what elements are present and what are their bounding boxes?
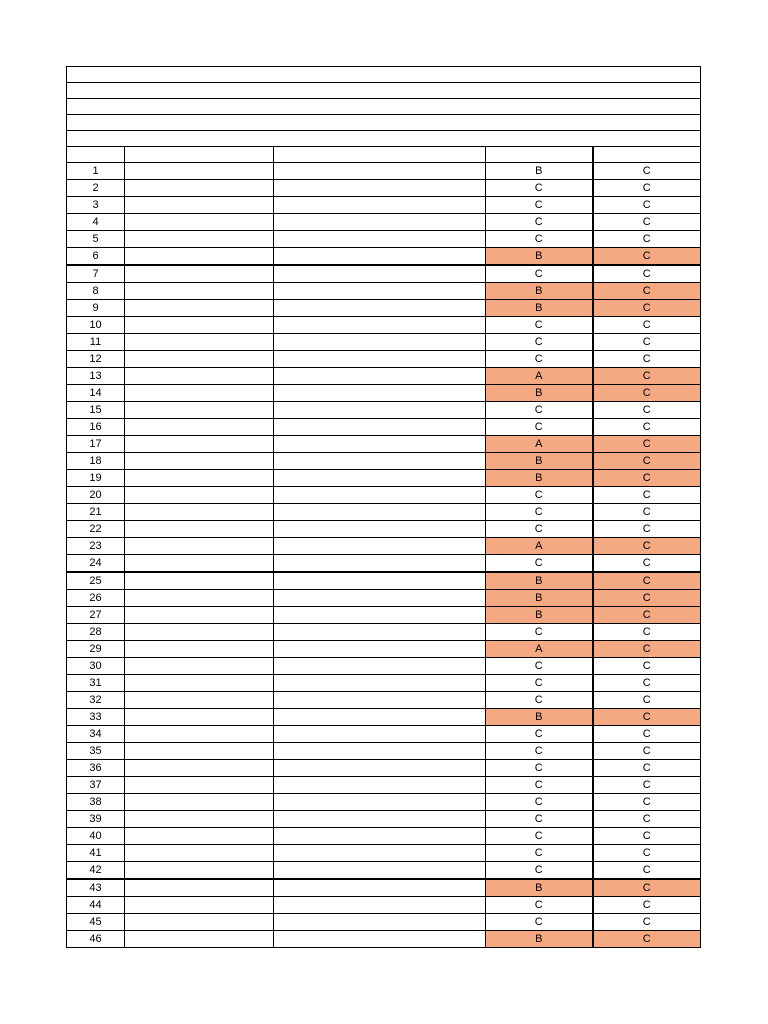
grade-cell-e[interactable]: C bbox=[593, 914, 701, 931]
table-row bbox=[67, 197, 701, 214]
grade-cell-e[interactable]: C bbox=[593, 385, 701, 402]
row-number-cell[interactable]: 7 bbox=[67, 265, 125, 283]
row-number-cell[interactable]: 35 bbox=[67, 743, 125, 760]
empty-cell-c[interactable] bbox=[274, 368, 486, 385]
empty-cell-c[interactable] bbox=[274, 590, 486, 607]
empty-cell-b[interactable] bbox=[125, 504, 274, 521]
grade-cell-e[interactable]: C bbox=[593, 794, 701, 811]
empty-cell-c[interactable] bbox=[274, 385, 486, 402]
grade-cell-d[interactable]: B bbox=[486, 453, 593, 470]
grade-cell-d[interactable]: C bbox=[486, 862, 593, 880]
header-row bbox=[67, 131, 701, 147]
grade-cell-e[interactable]: C bbox=[593, 743, 701, 760]
grade-cell-d[interactable]: B bbox=[486, 572, 593, 590]
row-number-cell[interactable]: 17 bbox=[67, 436, 125, 453]
empty-cell-c[interactable] bbox=[274, 641, 486, 658]
empty-cell-b[interactable] bbox=[125, 402, 274, 419]
grade-cell-d[interactable]: C bbox=[486, 317, 593, 334]
grade-cell-d[interactable]: B bbox=[486, 607, 593, 624]
empty-cell-b[interactable] bbox=[125, 351, 274, 368]
row-number-cell[interactable]: 22 bbox=[67, 521, 125, 538]
grade-cell-d[interactable]: C bbox=[486, 794, 593, 811]
row-number-cell[interactable]: 9 bbox=[67, 300, 125, 317]
grade-cell-e[interactable]: C bbox=[593, 283, 701, 300]
table-row bbox=[67, 402, 701, 419]
empty-cell-c[interactable] bbox=[274, 283, 486, 300]
grade-cell-d[interactable]: C bbox=[486, 419, 593, 436]
empty-cell-c[interactable] bbox=[274, 675, 486, 692]
row-number-cell[interactable]: 6 bbox=[67, 248, 125, 266]
row-number-cell[interactable]: 38 bbox=[67, 794, 125, 811]
grade-cell-e[interactable]: C bbox=[593, 197, 701, 214]
row-number-cell[interactable]: 28 bbox=[67, 624, 125, 641]
empty-cell-c[interactable] bbox=[274, 862, 486, 880]
empty-cell-c[interactable] bbox=[274, 794, 486, 811]
empty-cell-c[interactable] bbox=[274, 760, 486, 777]
grade-cell-d[interactable]: B bbox=[486, 709, 593, 726]
grade-cell-e[interactable]: C bbox=[593, 931, 701, 948]
grade-cell-d[interactable]: C bbox=[486, 487, 593, 504]
table-row bbox=[67, 572, 701, 590]
empty-cell-b[interactable] bbox=[125, 248, 274, 266]
grade-cell-e[interactable]: C bbox=[593, 811, 701, 828]
row-number-cell[interactable]: 8 bbox=[67, 283, 125, 300]
row-number-cell[interactable]: 29 bbox=[67, 641, 125, 658]
empty-cell-b[interactable] bbox=[125, 555, 274, 573]
empty-cell-c[interactable] bbox=[274, 658, 486, 675]
grade-cell-d[interactable]: C bbox=[486, 555, 593, 573]
empty-cell-b[interactable] bbox=[125, 658, 274, 675]
column-header-row bbox=[67, 147, 701, 163]
empty-cell-c[interactable] bbox=[274, 879, 486, 897]
row-number-cell[interactable]: 46 bbox=[67, 931, 125, 948]
grade-cell-d[interactable]: C bbox=[486, 777, 593, 794]
grade-cell-e[interactable]: C bbox=[593, 675, 701, 692]
empty-cell-c[interactable] bbox=[274, 334, 486, 351]
grade-cell-e[interactable]: C bbox=[593, 777, 701, 794]
header-row bbox=[67, 67, 701, 83]
empty-cell-b[interactable] bbox=[125, 624, 274, 641]
row-number-cell[interactable]: 2 bbox=[67, 180, 125, 197]
grade-cell-d[interactable]: B bbox=[486, 931, 593, 948]
row-number-cell[interactable]: 12 bbox=[67, 351, 125, 368]
table-row bbox=[67, 607, 701, 624]
grade-cell-d[interactable]: C bbox=[486, 265, 593, 283]
empty-cell-b[interactable] bbox=[125, 163, 274, 180]
empty-cell-c[interactable] bbox=[274, 231, 486, 248]
header-cell[interactable] bbox=[67, 83, 701, 99]
grade-cell-e[interactable]: C bbox=[593, 163, 701, 180]
grade-cell-e[interactable]: C bbox=[593, 590, 701, 607]
grade-cell-d[interactable]: C bbox=[486, 521, 593, 538]
table-row bbox=[67, 555, 701, 573]
grade-cell-e[interactable]: C bbox=[593, 334, 701, 351]
empty-cell-c[interactable] bbox=[274, 931, 486, 948]
table-row bbox=[67, 760, 701, 777]
grade-cell-d[interactable]: C bbox=[486, 351, 593, 368]
grade-cell-d[interactable]: C bbox=[486, 675, 593, 692]
row-number-cell[interactable]: 41 bbox=[67, 845, 125, 862]
grade-cell-d[interactable]: A bbox=[486, 436, 593, 453]
header-cell[interactable] bbox=[67, 115, 701, 131]
empty-cell-b[interactable] bbox=[125, 641, 274, 658]
grade-cell-d[interactable]: C bbox=[486, 726, 593, 743]
grade-cell-d[interactable]: C bbox=[486, 402, 593, 419]
table-row bbox=[67, 914, 701, 931]
empty-cell-b[interactable] bbox=[125, 419, 274, 436]
grade-cell-e[interactable]: C bbox=[593, 265, 701, 283]
empty-cell-b[interactable] bbox=[125, 828, 274, 845]
grade-cell-d[interactable]: C bbox=[486, 197, 593, 214]
empty-cell-c[interactable] bbox=[274, 555, 486, 573]
empty-cell-b[interactable] bbox=[125, 197, 274, 214]
grade-cell-d[interactable]: C bbox=[486, 845, 593, 862]
grade-cell-d[interactable]: C bbox=[486, 897, 593, 914]
empty-cell-c[interactable] bbox=[274, 726, 486, 743]
grade-cell-e[interactable]: C bbox=[593, 521, 701, 538]
grade-cell-d[interactable]: C bbox=[486, 914, 593, 931]
empty-cell-c[interactable] bbox=[274, 163, 486, 180]
table-row bbox=[67, 538, 701, 555]
table-row bbox=[67, 453, 701, 470]
row-number-cell[interactable]: 40 bbox=[67, 828, 125, 845]
empty-cell-c[interactable] bbox=[274, 487, 486, 504]
table-row bbox=[67, 180, 701, 197]
table-row bbox=[67, 317, 701, 334]
empty-cell-b[interactable] bbox=[125, 897, 274, 914]
header-row bbox=[67, 115, 701, 131]
table-row bbox=[67, 300, 701, 317]
table-row bbox=[67, 709, 701, 726]
grade-cell-d[interactable]: B bbox=[486, 590, 593, 607]
empty-cell-c[interactable] bbox=[274, 777, 486, 794]
table-row bbox=[67, 692, 701, 709]
grade-cell-e[interactable]: C bbox=[593, 453, 701, 470]
column-header-cell[interactable] bbox=[593, 147, 701, 163]
empty-cell-c[interactable] bbox=[274, 607, 486, 624]
row-number-cell[interactable]: 23 bbox=[67, 538, 125, 555]
grade-cell-e[interactable]: C bbox=[593, 487, 701, 504]
table-row bbox=[67, 385, 701, 402]
grade-cell-e[interactable]: C bbox=[593, 317, 701, 334]
empty-cell-b[interactable] bbox=[125, 760, 274, 777]
empty-cell-b[interactable] bbox=[125, 453, 274, 470]
table-row bbox=[67, 743, 701, 760]
empty-cell-c[interactable] bbox=[274, 811, 486, 828]
grade-cell-e[interactable]: C bbox=[593, 607, 701, 624]
empty-cell-c[interactable] bbox=[274, 914, 486, 931]
empty-cell-c[interactable] bbox=[274, 402, 486, 419]
empty-cell-b[interactable] bbox=[125, 214, 274, 231]
row-number-cell[interactable]: 34 bbox=[67, 726, 125, 743]
empty-cell-c[interactable] bbox=[274, 897, 486, 914]
empty-cell-b[interactable] bbox=[125, 607, 274, 624]
empty-cell-c[interactable] bbox=[274, 709, 486, 726]
row-number-cell[interactable]: 44 bbox=[67, 897, 125, 914]
grade-cell-e[interactable]: C bbox=[593, 214, 701, 231]
empty-cell-b[interactable] bbox=[125, 794, 274, 811]
empty-cell-b[interactable] bbox=[125, 692, 274, 709]
empty-cell-b[interactable] bbox=[125, 436, 274, 453]
grade-cell-d[interactable]: C bbox=[486, 624, 593, 641]
row-number-cell[interactable]: 18 bbox=[67, 453, 125, 470]
row-number-cell[interactable]: 16 bbox=[67, 419, 125, 436]
row-number-cell[interactable]: 25 bbox=[67, 572, 125, 590]
grade-cell-e[interactable]: C bbox=[593, 709, 701, 726]
grade-cell-e[interactable]: C bbox=[593, 658, 701, 675]
grade-cell-e[interactable]: C bbox=[593, 231, 701, 248]
table-row bbox=[67, 214, 701, 231]
row-number-cell[interactable]: 36 bbox=[67, 760, 125, 777]
empty-cell-b[interactable] bbox=[125, 368, 274, 385]
table-row bbox=[67, 658, 701, 675]
header-cell[interactable] bbox=[67, 67, 701, 83]
row-number-cell[interactable]: 31 bbox=[67, 675, 125, 692]
empty-cell-c[interactable] bbox=[274, 504, 486, 521]
header-row bbox=[67, 99, 701, 115]
table-row bbox=[67, 419, 701, 436]
row-number-cell[interactable]: 20 bbox=[67, 487, 125, 504]
empty-cell-c[interactable] bbox=[274, 214, 486, 231]
row-number-cell[interactable]: 4 bbox=[67, 214, 125, 231]
column-header-cell[interactable] bbox=[125, 147, 274, 163]
grade-cell-d[interactable]: C bbox=[486, 692, 593, 709]
table-row bbox=[67, 624, 701, 641]
grade-cell-e[interactable]: C bbox=[593, 862, 701, 880]
empty-cell-b[interactable] bbox=[125, 590, 274, 607]
row-number-cell[interactable]: 10 bbox=[67, 317, 125, 334]
empty-cell-c[interactable] bbox=[274, 300, 486, 317]
empty-cell-b[interactable] bbox=[125, 914, 274, 931]
table-row bbox=[67, 897, 701, 914]
empty-cell-c[interactable] bbox=[274, 743, 486, 760]
column-header-cell[interactable] bbox=[274, 147, 486, 163]
row-number-cell[interactable]: 32 bbox=[67, 692, 125, 709]
row-number-cell[interactable]: 1 bbox=[67, 163, 125, 180]
grade-cell-e[interactable]: C bbox=[593, 402, 701, 419]
empty-cell-b[interactable] bbox=[125, 300, 274, 317]
header-row bbox=[67, 83, 701, 99]
table-row bbox=[67, 436, 701, 453]
grade-cell-e[interactable]: C bbox=[593, 845, 701, 862]
grade-cell-d[interactable]: C bbox=[486, 743, 593, 760]
empty-cell-b[interactable] bbox=[125, 231, 274, 248]
grade-cell-e[interactable]: C bbox=[593, 572, 701, 590]
grade-cell-d[interactable]: A bbox=[486, 538, 593, 555]
row-number-cell[interactable]: 14 bbox=[67, 385, 125, 402]
table-row bbox=[67, 862, 701, 880]
empty-cell-c[interactable] bbox=[274, 180, 486, 197]
empty-cell-c[interactable] bbox=[274, 436, 486, 453]
empty-cell-b[interactable] bbox=[125, 845, 274, 862]
row-number-cell[interactable]: 15 bbox=[67, 402, 125, 419]
empty-cell-c[interactable] bbox=[274, 624, 486, 641]
empty-cell-b[interactable] bbox=[125, 538, 274, 555]
row-number-cell[interactable]: 39 bbox=[67, 811, 125, 828]
grade-cell-e[interactable]: C bbox=[593, 555, 701, 573]
empty-cell-b[interactable] bbox=[125, 879, 274, 897]
column-header-cell[interactable] bbox=[486, 147, 593, 163]
row-number-cell[interactable]: 42 bbox=[67, 862, 125, 880]
table-row bbox=[67, 590, 701, 607]
empty-cell-b[interactable] bbox=[125, 931, 274, 948]
empty-cell-c[interactable] bbox=[274, 265, 486, 283]
empty-cell-b[interactable] bbox=[125, 709, 274, 726]
empty-cell-b[interactable] bbox=[125, 521, 274, 538]
grade-cell-d[interactable]: C bbox=[486, 504, 593, 521]
empty-cell-c[interactable] bbox=[274, 845, 486, 862]
row-number-cell[interactable]: 13 bbox=[67, 368, 125, 385]
grade-cell-e[interactable]: C bbox=[593, 300, 701, 317]
grade-cell-d[interactable]: B bbox=[486, 385, 593, 402]
empty-cell-c[interactable] bbox=[274, 317, 486, 334]
table-row bbox=[67, 521, 701, 538]
grade-cell-d[interactable]: B bbox=[486, 879, 593, 897]
grade-cell-d[interactable]: C bbox=[486, 231, 593, 248]
grade-cell-d[interactable]: B bbox=[486, 470, 593, 487]
empty-cell-c[interactable] bbox=[274, 470, 486, 487]
empty-cell-b[interactable] bbox=[125, 265, 274, 283]
grade-cell-d[interactable]: B bbox=[486, 300, 593, 317]
table-row bbox=[67, 641, 701, 658]
grade-cell-e[interactable]: C bbox=[593, 436, 701, 453]
table-row bbox=[67, 368, 701, 385]
empty-cell-b[interactable] bbox=[125, 470, 274, 487]
grade-cell-d[interactable]: C bbox=[486, 828, 593, 845]
table-row bbox=[67, 334, 701, 351]
row-number-cell[interactable]: 37 bbox=[67, 777, 125, 794]
table-row bbox=[67, 231, 701, 248]
grade-cell-e[interactable]: C bbox=[593, 828, 701, 845]
empty-cell-b[interactable] bbox=[125, 180, 274, 197]
grade-cell-e[interactable]: C bbox=[593, 897, 701, 914]
grade-cell-e[interactable]: C bbox=[593, 504, 701, 521]
empty-cell-c[interactable] bbox=[274, 419, 486, 436]
grade-cell-d[interactable]: C bbox=[486, 214, 593, 231]
grade-cell-e[interactable]: C bbox=[593, 470, 701, 487]
row-number-cell[interactable]: 24 bbox=[67, 555, 125, 573]
grade-cell-d[interactable]: C bbox=[486, 180, 593, 197]
table-row bbox=[67, 163, 701, 180]
empty-cell-b[interactable] bbox=[125, 572, 274, 590]
empty-cell-b[interactable] bbox=[125, 811, 274, 828]
grade-cell-d[interactable]: B bbox=[486, 163, 593, 180]
empty-cell-c[interactable] bbox=[274, 521, 486, 538]
empty-cell-b[interactable] bbox=[125, 743, 274, 760]
row-number-cell[interactable]: 45 bbox=[67, 914, 125, 931]
grade-cell-e[interactable]: C bbox=[593, 692, 701, 709]
table-row bbox=[67, 794, 701, 811]
table-row bbox=[67, 828, 701, 845]
grade-cell-d[interactable]: A bbox=[486, 368, 593, 385]
row-number-cell[interactable]: 19 bbox=[67, 470, 125, 487]
empty-cell-b[interactable] bbox=[125, 487, 274, 504]
empty-cell-b[interactable] bbox=[125, 283, 274, 300]
grade-cell-d[interactable]: C bbox=[486, 334, 593, 351]
row-number-cell[interactable]: 33 bbox=[67, 709, 125, 726]
table-row bbox=[67, 248, 701, 266]
empty-cell-c[interactable] bbox=[274, 692, 486, 709]
header-cell[interactable] bbox=[67, 131, 701, 147]
row-number-cell[interactable]: 43 bbox=[67, 879, 125, 897]
row-number-cell[interactable]: 3 bbox=[67, 197, 125, 214]
grade-cell-e[interactable]: C bbox=[593, 760, 701, 777]
empty-cell-b[interactable] bbox=[125, 675, 274, 692]
table-row bbox=[67, 726, 701, 743]
column-header-cell[interactable] bbox=[67, 147, 125, 163]
table-row bbox=[67, 879, 701, 897]
empty-cell-c[interactable] bbox=[274, 572, 486, 590]
empty-cell-c[interactable] bbox=[274, 538, 486, 555]
grade-cell-e[interactable]: C bbox=[593, 624, 701, 641]
table-row bbox=[67, 504, 701, 521]
grade-cell-e[interactable]: C bbox=[593, 351, 701, 368]
table-row bbox=[67, 675, 701, 692]
table-row bbox=[67, 283, 701, 300]
grade-cell-d[interactable]: C bbox=[486, 760, 593, 777]
empty-cell-b[interactable] bbox=[125, 317, 274, 334]
table-row bbox=[67, 931, 701, 948]
table-row bbox=[67, 265, 701, 283]
grade-cell-e[interactable]: C bbox=[593, 180, 701, 197]
grade-cell-e[interactable]: C bbox=[593, 419, 701, 436]
empty-cell-c[interactable] bbox=[274, 248, 486, 266]
grade-cell-e[interactable]: C bbox=[593, 726, 701, 743]
grade-cell-d[interactable]: B bbox=[486, 248, 593, 266]
table-row bbox=[67, 470, 701, 487]
empty-cell-c[interactable] bbox=[274, 351, 486, 368]
spreadsheet-body bbox=[67, 67, 701, 948]
row-number-cell[interactable]: 11 bbox=[67, 334, 125, 351]
empty-cell-b[interactable] bbox=[125, 862, 274, 880]
table-row bbox=[67, 845, 701, 862]
grade-cell-d[interactable]: B bbox=[486, 283, 593, 300]
table-row bbox=[67, 777, 701, 794]
row-number-cell[interactable]: 21 bbox=[67, 504, 125, 521]
table-row bbox=[67, 811, 701, 828]
empty-cell-c[interactable] bbox=[274, 828, 486, 845]
grade-cell-e[interactable]: C bbox=[593, 879, 701, 897]
row-number-cell[interactable]: 27 bbox=[67, 607, 125, 624]
empty-cell-b[interactable] bbox=[125, 726, 274, 743]
row-number-cell[interactable]: 30 bbox=[67, 658, 125, 675]
grade-cell-e[interactable]: C bbox=[593, 368, 701, 385]
spreadsheet-table bbox=[66, 66, 701, 948]
table-row bbox=[67, 351, 701, 368]
header-cell[interactable] bbox=[67, 99, 701, 115]
grade-cell-e[interactable]: C bbox=[593, 538, 701, 555]
empty-cell-b[interactable] bbox=[125, 334, 274, 351]
grade-cell-d[interactable]: A bbox=[486, 641, 593, 658]
grade-cell-e[interactable]: C bbox=[593, 641, 701, 658]
table-row bbox=[67, 487, 701, 504]
grade-cell-d[interactable]: C bbox=[486, 658, 593, 675]
row-number-cell[interactable]: 5 bbox=[67, 231, 125, 248]
empty-cell-b[interactable] bbox=[125, 385, 274, 402]
grade-cell-d[interactable]: C bbox=[486, 811, 593, 828]
empty-cell-c[interactable] bbox=[274, 197, 486, 214]
grade-cell-e[interactable]: C bbox=[593, 248, 701, 266]
empty-cell-c[interactable] bbox=[274, 453, 486, 470]
row-number-cell[interactable]: 26 bbox=[67, 590, 125, 607]
empty-cell-b[interactable] bbox=[125, 777, 274, 794]
